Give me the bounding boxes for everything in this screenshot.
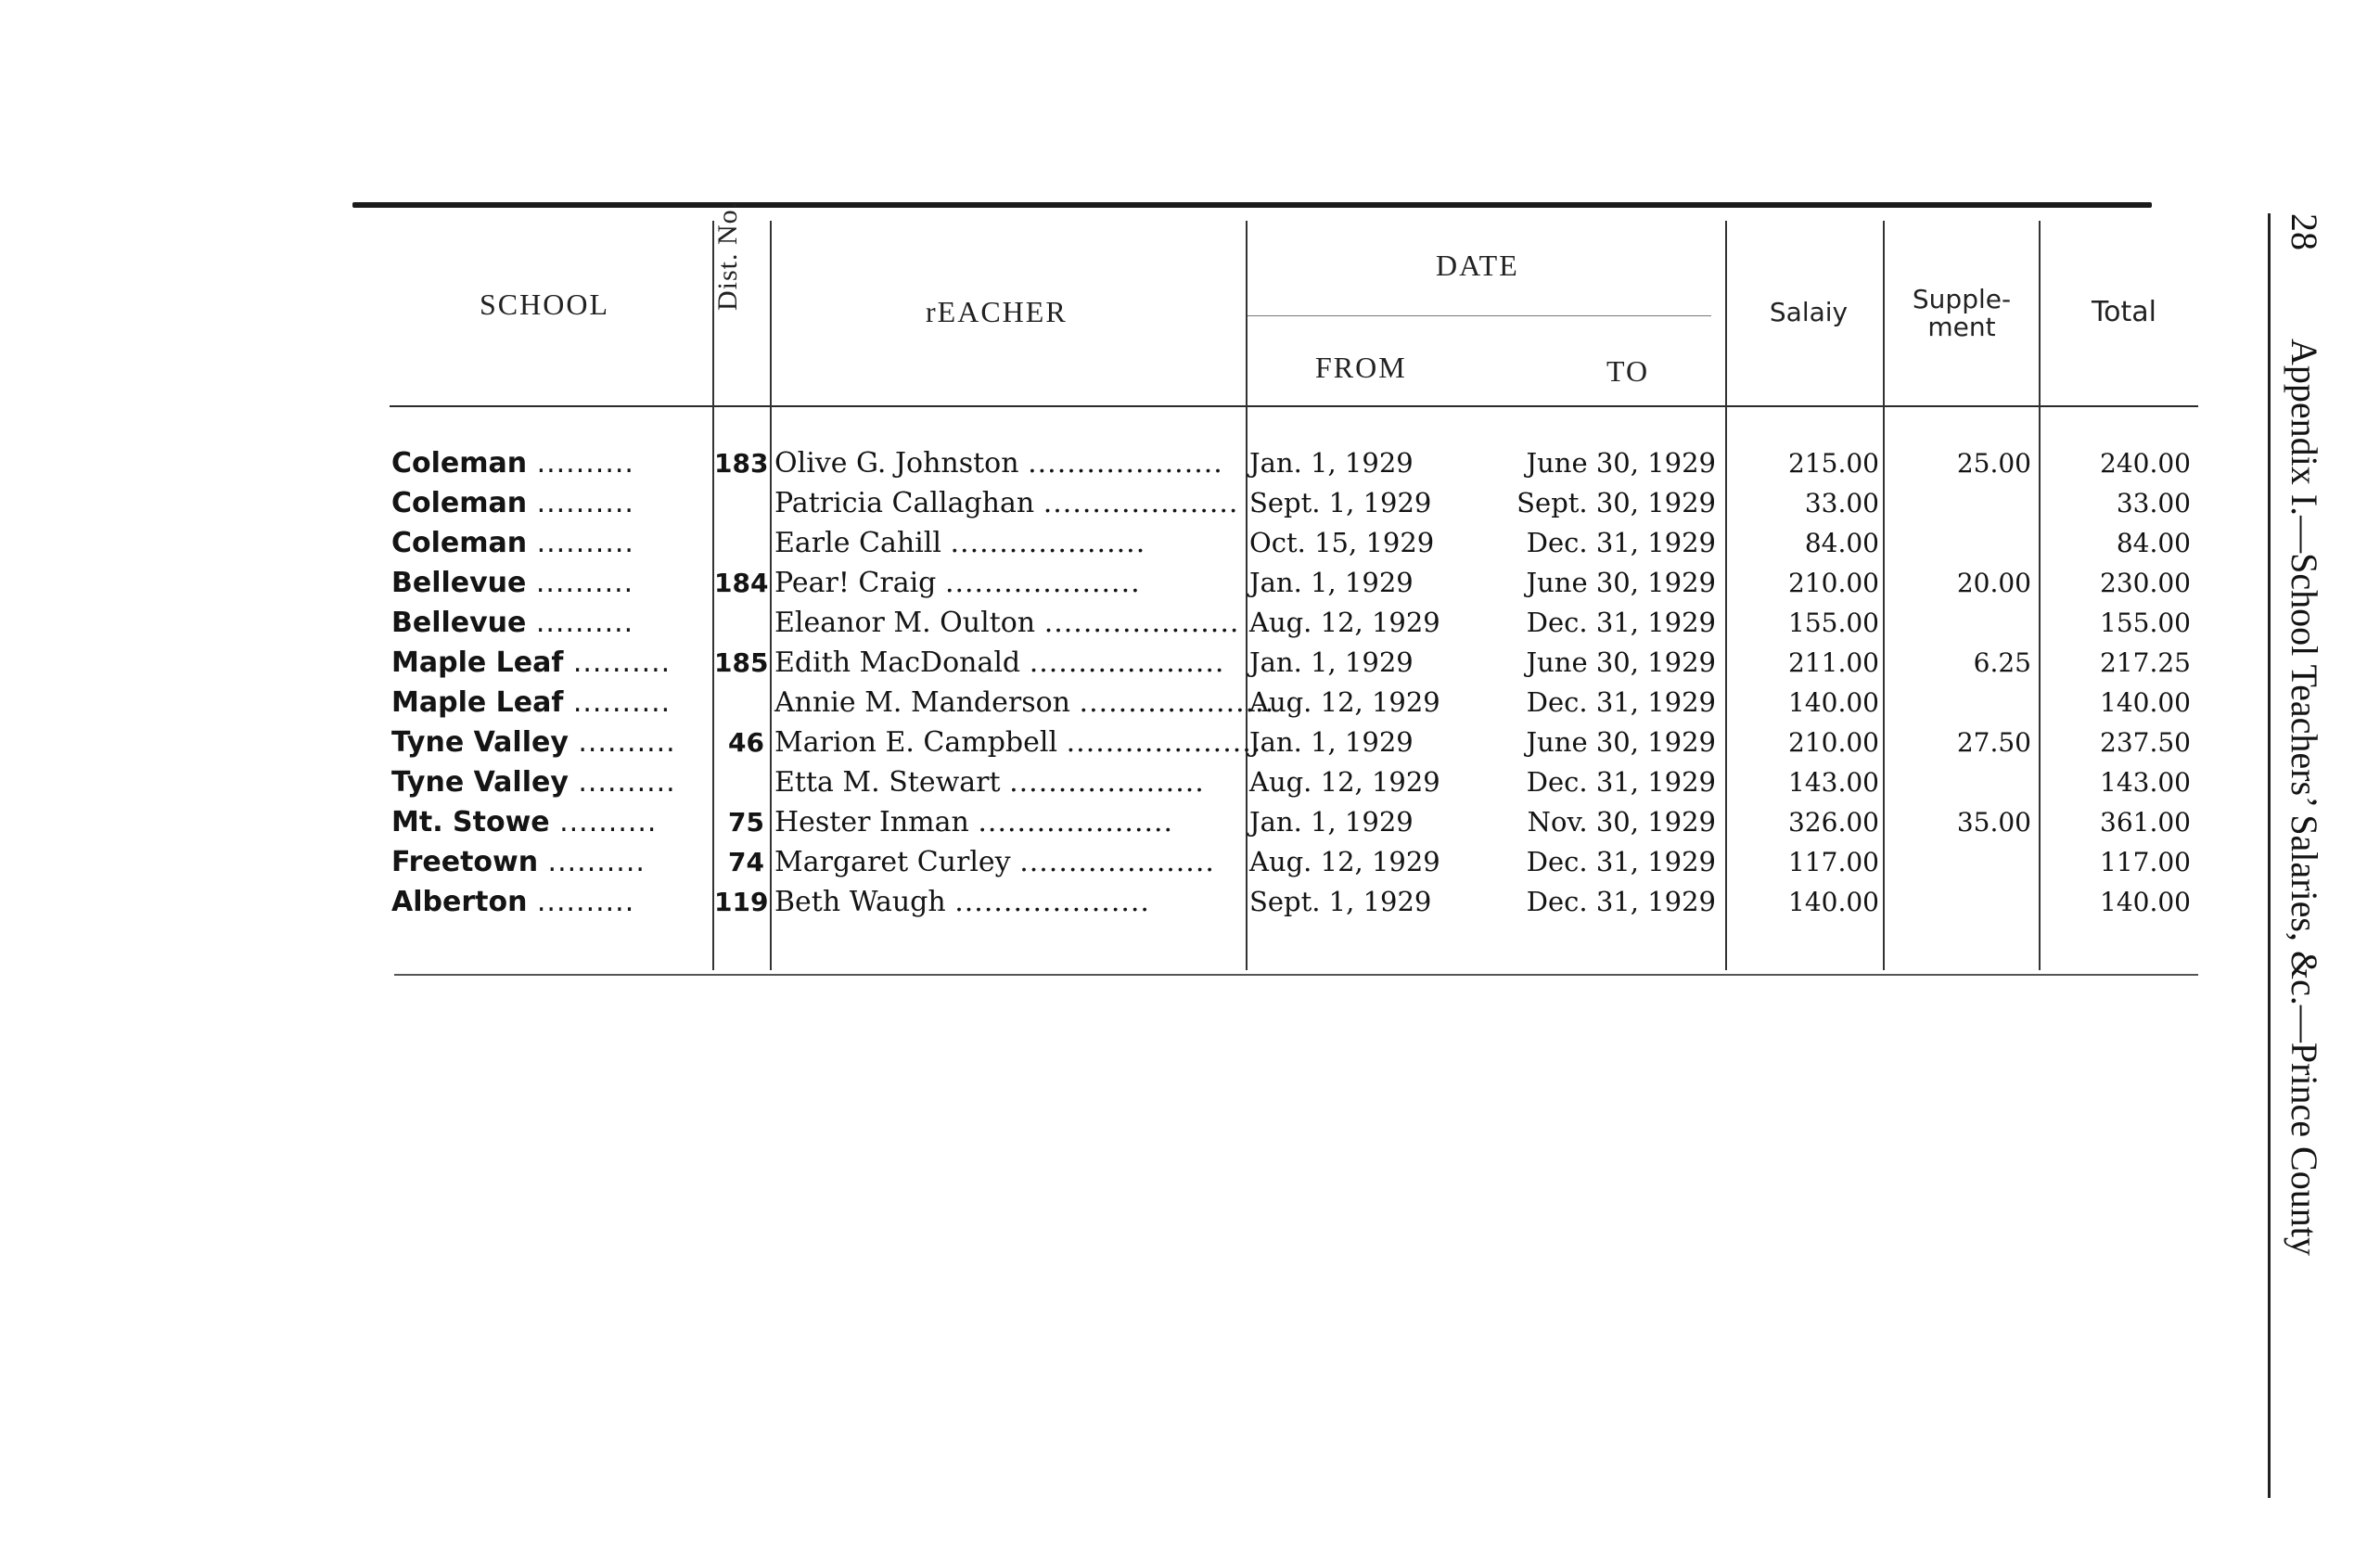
cell-salary: 33.00	[1804, 488, 1879, 518]
table-row	[0, 723, 2380, 762]
table-row	[0, 603, 2380, 643]
cell-dist: 75	[728, 807, 764, 838]
table-row	[0, 563, 2380, 603]
table-row	[0, 443, 2380, 483]
cell-supplement: 35.00	[1956, 807, 2031, 838]
cell-school: Tyne Valley ..........	[391, 726, 676, 759]
table-row	[0, 483, 2380, 523]
cell-salary: 140.00	[1788, 687, 1879, 718]
cell-school: Alberton ..........	[391, 886, 635, 918]
header-supplement	[1892, 286, 2031, 341]
table-row	[0, 842, 2380, 882]
cell-salary: 140.00	[1788, 887, 1879, 917]
cell-dist: 119	[714, 887, 769, 917]
cell-school: Bellevue ..........	[391, 567, 634, 599]
table-row	[0, 683, 2380, 723]
header-salary: Salaiy	[1769, 297, 1849, 327]
cell-salary: 143.00	[1788, 767, 1879, 798]
cell-teacher: Beth Waugh ....................	[774, 886, 1150, 918]
cell-total: 84.00	[2116, 528, 2191, 558]
table-row	[0, 882, 2380, 922]
cell-total: 140.00	[2100, 887, 2191, 917]
cell-total: 230.00	[2100, 568, 2191, 598]
cell-to: June 30, 1929	[1526, 646, 1716, 678]
cell-salary: 84.00	[1804, 528, 1879, 558]
side-header-title: Appendix I.—School Teachers’ Salaries, &c.—Prince County	[2284, 339, 2325, 1256]
cell-total: 155.00	[2100, 608, 2191, 638]
table-bottom-rule	[394, 974, 2198, 976]
header-from: FROM	[1315, 351, 1407, 384]
cell-school: Coleman ..........	[391, 447, 634, 480]
cell-supplement: 27.50	[1956, 727, 2031, 758]
cell-total: 361.00	[2100, 807, 2191, 838]
cell-from: Aug. 12, 1929	[1249, 607, 1440, 638]
cell-salary: 155.00	[1788, 608, 1879, 638]
date-header-rule	[1248, 315, 1711, 316]
header-to: TO	[1606, 354, 1650, 388]
header-school: SCHOOL	[480, 288, 610, 321]
cell-to: Dec. 31, 1929	[1526, 686, 1716, 718]
cell-from: Aug. 12, 1929	[1249, 766, 1440, 798]
cell-teacher: Eleanor M. Oulton ....................	[774, 607, 1240, 639]
cell-total: 117.00	[2100, 847, 2191, 877]
cell-salary: 326.00	[1788, 807, 1879, 838]
cell-teacher: Earle Cahill ....................	[774, 527, 1146, 559]
cell-teacher: Marion E. Campbell ....................	[774, 726, 1262, 759]
cell-from: Jan. 1, 1929	[1249, 726, 1414, 758]
cell-to: Dec. 31, 1929	[1526, 846, 1716, 877]
cell-school: Maple Leaf ..........	[391, 686, 672, 719]
cell-salary: 215.00	[1788, 448, 1879, 479]
cell-from: Jan. 1, 1929	[1249, 806, 1414, 838]
cell-total: 140.00	[2100, 687, 2191, 718]
cell-from: Jan. 1, 1929	[1249, 646, 1414, 678]
cell-total: 217.25	[2100, 647, 2191, 678]
cell-school: Mt. Stowe ..........	[391, 806, 658, 838]
cell-school: Coleman ..........	[391, 527, 634, 559]
cell-supplement: 6.25	[1973, 647, 2031, 678]
cell-to: Dec. 31, 1929	[1526, 766, 1716, 798]
cell-teacher: Patricia Callaghan ....................	[774, 487, 1239, 519]
cell-salary: 210.00	[1788, 568, 1879, 598]
cell-dist: 185	[714, 647, 769, 678]
cell-total: 143.00	[2100, 767, 2191, 798]
table-row	[0, 523, 2380, 563]
header-dist-no: Dist. No.	[712, 200, 743, 311]
cell-to: Sept. 30, 1929	[1516, 487, 1716, 518]
cell-teacher: Margaret Curley ....................	[774, 846, 1215, 878]
page-number: 28	[2284, 213, 2325, 250]
header-total: Total	[2091, 296, 2157, 328]
header-supplement-line1: Supple-	[1912, 284, 2012, 314]
cell-supplement: 25.00	[1956, 448, 2031, 479]
cell-teacher: Hester Inman ....................	[774, 806, 1174, 838]
cell-school: Bellevue ..........	[391, 607, 634, 639]
cell-from: Sept. 1, 1929	[1249, 487, 1432, 518]
cell-school: Coleman ..........	[391, 487, 634, 519]
cell-to: Dec. 31, 1929	[1526, 607, 1716, 638]
cell-dist: 74	[728, 847, 764, 877]
cell-teacher: Olive G. Johnston ....................	[774, 447, 1223, 480]
cell-teacher: Pear! Craig ....................	[774, 567, 1141, 599]
cell-teacher: Etta M. Stewart ....................	[774, 766, 1205, 799]
cell-to: June 30, 1929	[1526, 726, 1716, 758]
cell-from: Aug. 12, 1929	[1249, 846, 1440, 877]
cell-from: Oct. 15, 1929	[1249, 527, 1435, 558]
table-row	[0, 643, 2380, 683]
header-supplement-line2: ment	[1927, 312, 1996, 342]
table-header-rule	[390, 405, 2198, 407]
cell-to: Dec. 31, 1929	[1526, 527, 1716, 558]
table-row	[0, 802, 2380, 842]
cell-dist: 183	[714, 448, 769, 479]
cell-salary: 117.00	[1788, 847, 1879, 877]
cell-to: June 30, 1929	[1526, 567, 1716, 598]
cell-from: Aug. 12, 1929	[1249, 686, 1440, 718]
header-teacher: rEACHER	[926, 295, 1068, 328]
cell-salary: 211.00	[1788, 647, 1879, 678]
cell-salary: 210.00	[1788, 727, 1879, 758]
cell-total: 240.00	[2100, 448, 2191, 479]
cell-from: Jan. 1, 1929	[1249, 447, 1414, 479]
cell-school: Tyne Valley ..........	[391, 766, 676, 799]
cell-dist: 184	[714, 568, 769, 598]
table-top-rule	[352, 202, 2152, 208]
cell-dist: 46	[728, 727, 764, 758]
cell-supplement: 20.00	[1956, 568, 2031, 598]
cell-school: Maple Leaf ..........	[391, 646, 672, 679]
cell-from: Jan. 1, 1929	[1249, 567, 1414, 598]
cell-to: June 30, 1929	[1526, 447, 1716, 479]
cell-school: Freetown ..........	[391, 846, 646, 878]
table-row	[0, 762, 2380, 802]
cell-total: 237.50	[2100, 727, 2191, 758]
header-date: DATE	[1436, 249, 1519, 282]
cell-from: Sept. 1, 1929	[1249, 886, 1432, 917]
cell-teacher: Edith MacDonald ....................	[774, 646, 1225, 679]
cell-total: 33.00	[2116, 488, 2191, 518]
cell-teacher: Annie M. Manderson ....................	[774, 686, 1275, 719]
cell-to: Nov. 30, 1929	[1527, 806, 1716, 838]
cell-to: Dec. 31, 1929	[1526, 886, 1716, 917]
